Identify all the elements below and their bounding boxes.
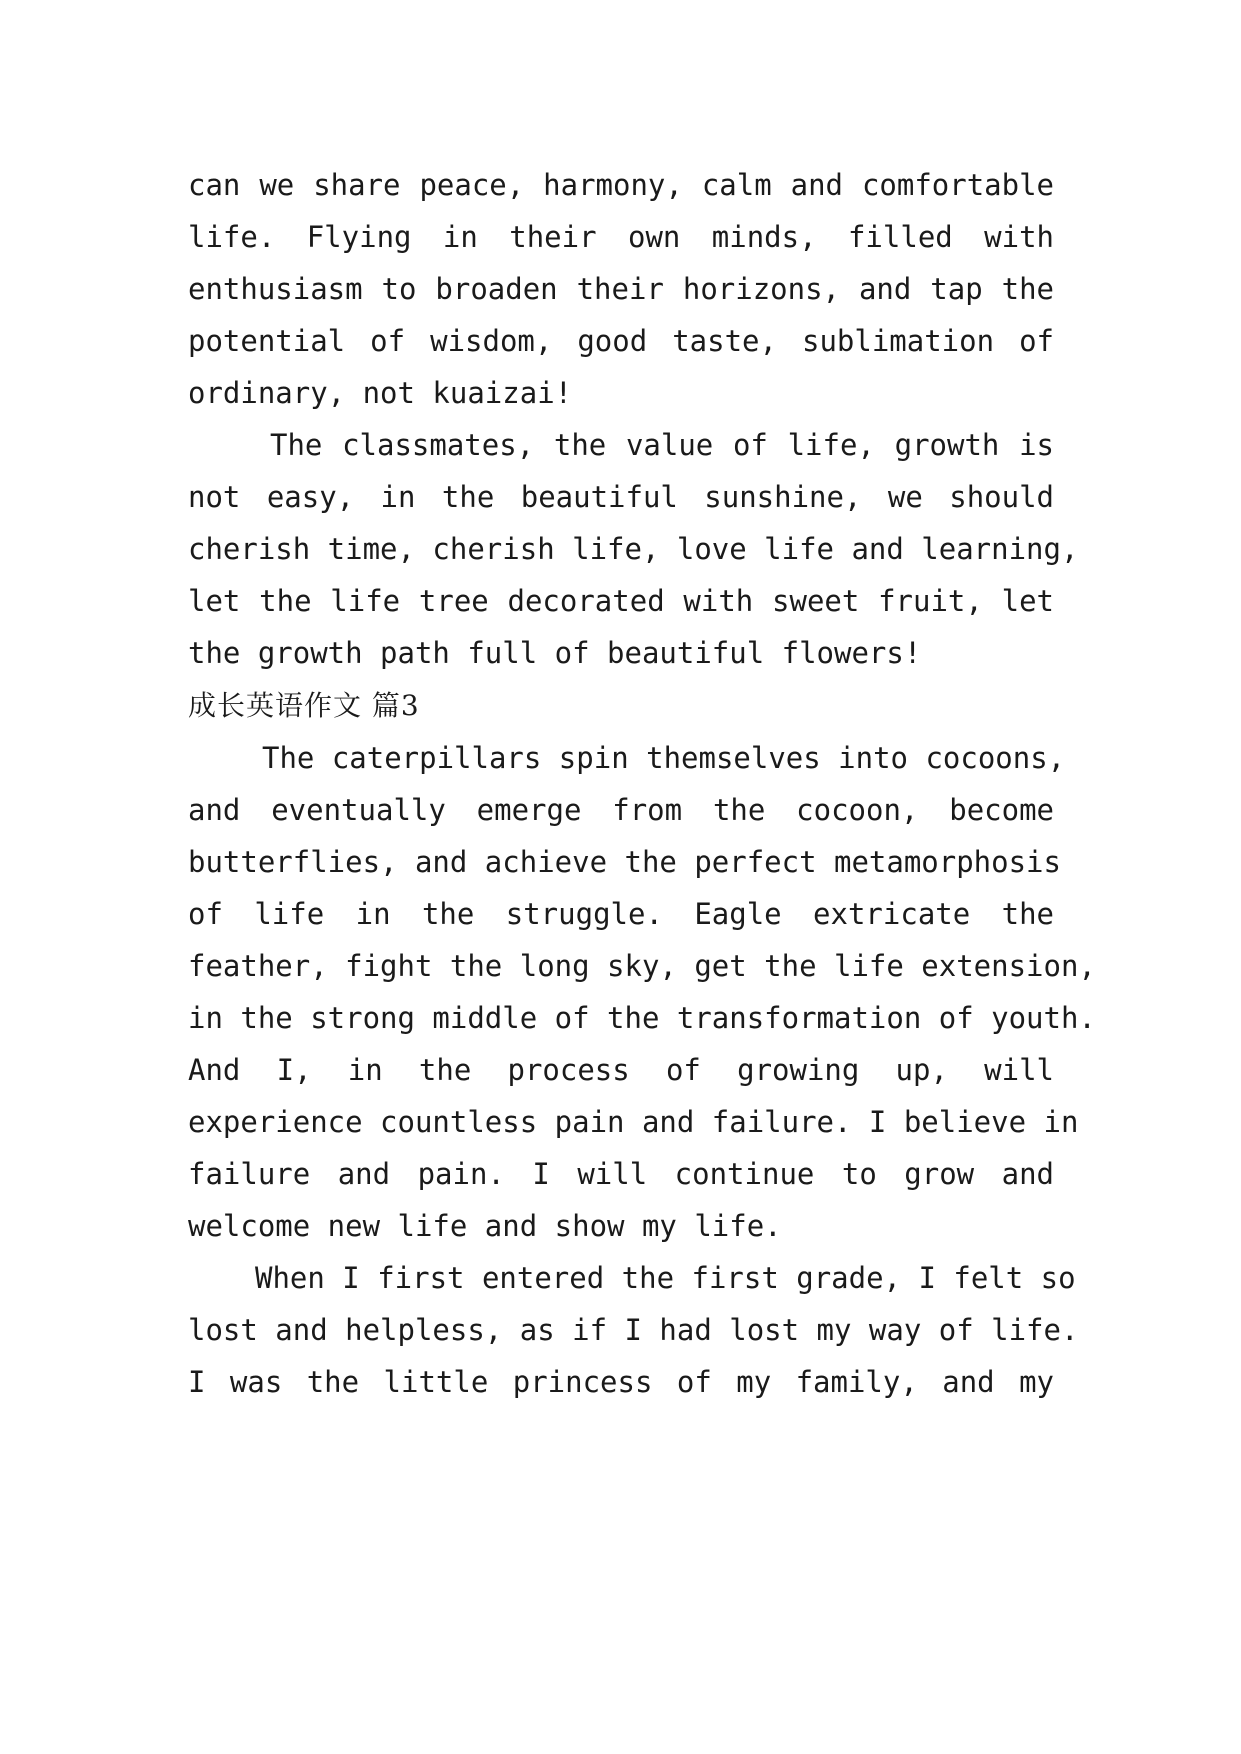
paragraph-line: The caterpillars spin themselves into cocoons, <box>262 741 1066 775</box>
paragraph-line: not easy, in the beautiful sunshine, we should <box>188 480 1054 514</box>
paragraph-line: potential of wisdom, good taste, sublimation of <box>188 324 1054 358</box>
paragraph-line: let the life tree decorated with sweet fruit, let <box>188 584 1054 618</box>
paragraph-line: and eventually emerge from the cocoon, become <box>188 793 1054 827</box>
paragraph-line: When I first entered the first grade, I felt so <box>255 1261 1076 1295</box>
paragraph-line: I was the little princess of my family, and my <box>188 1365 1054 1399</box>
paragraph-line: of life in the struggle. Eagle extricate the <box>188 897 1054 931</box>
paragraph-line: the growth path full of beautiful flowers! <box>188 636 922 670</box>
paragraph-line: welcome new life and show my life. <box>188 1209 782 1243</box>
paragraph-line: failure and pain. I will continue to grow and <box>188 1157 1054 1191</box>
paragraph-line: life. Flying in their own minds, filled with <box>188 220 1054 254</box>
paragraph-line: cherish time, cherish life, love life and learning, <box>188 532 1079 566</box>
paragraph-line: ordinary, not kuaizai! <box>188 376 573 410</box>
section-heading: 成长英语作文 篇3 <box>188 689 420 722</box>
paragraph-line: butterflies, and achieve the perfect metamorphosis <box>188 845 1061 879</box>
paragraph-line: can we share peace, harmony, calm and comfortable <box>188 168 1054 202</box>
paragraph-line: lost and helpless, as if I had lost my way of life. <box>188 1313 1079 1347</box>
paragraph-line: feather, fight the long sky, get the life extension, <box>188 949 1096 983</box>
paragraph-line: And I, in the process of growing up, will <box>188 1053 1054 1087</box>
paragraph-line: enthusiasm to broaden their horizons, and tap the <box>188 272 1054 306</box>
paragraph-line: in the strong middle of the transformation of youth. <box>188 1001 1096 1035</box>
paragraph-line: experience countless pain and failure. I believe in <box>188 1105 1079 1139</box>
paragraph-line: The classmates, the value of life, growth is <box>270 428 1054 462</box>
